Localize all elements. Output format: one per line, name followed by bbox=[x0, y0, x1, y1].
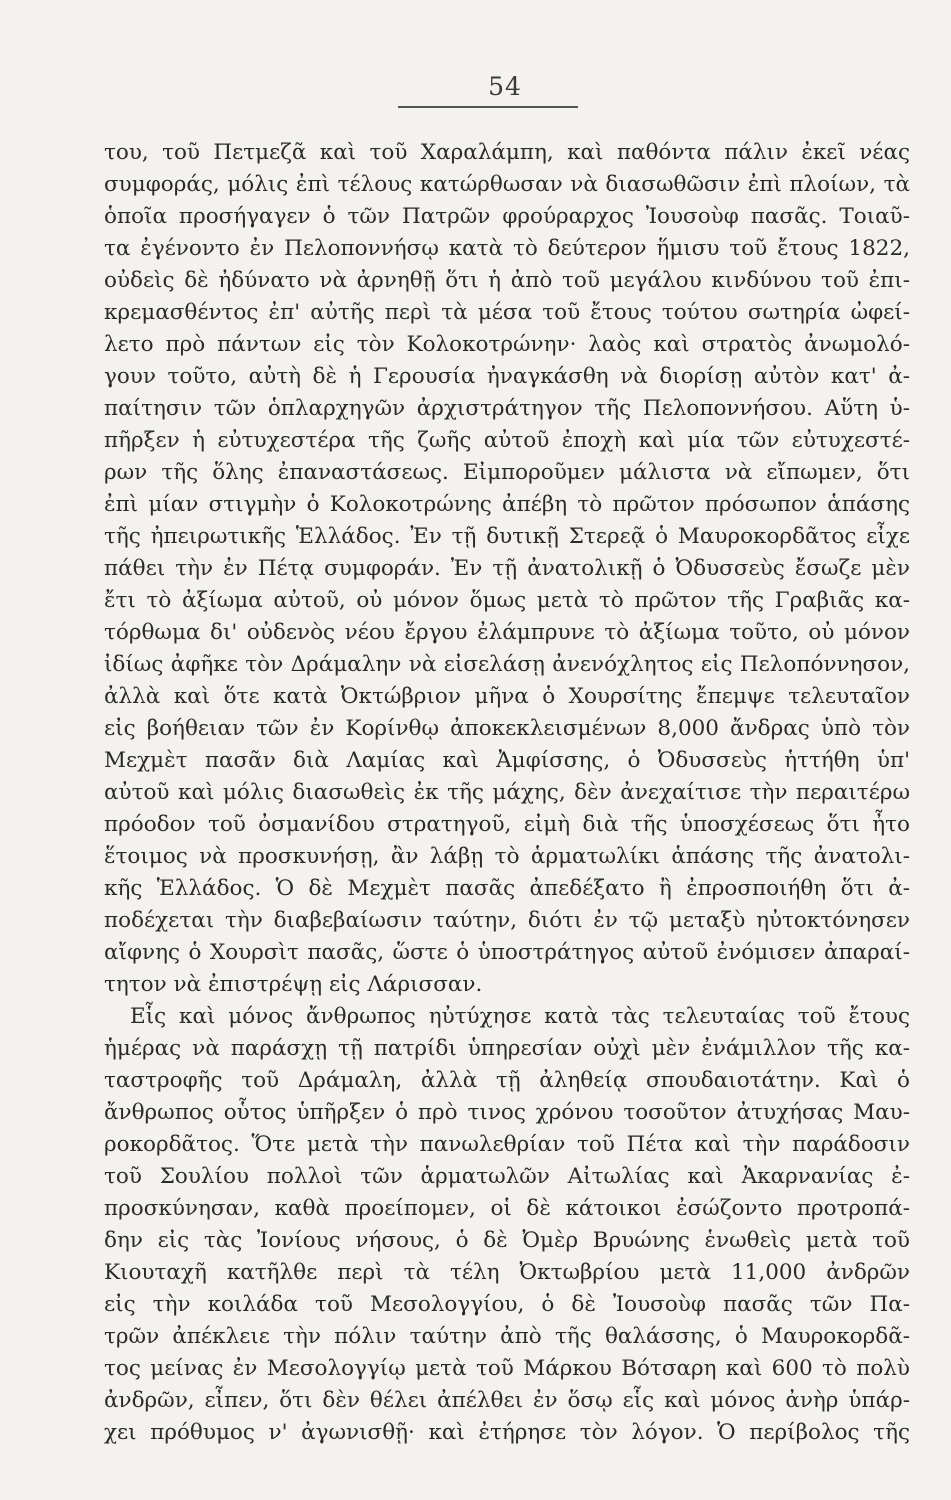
text-line: ἡμέρας νὰ παράσχῃ τῇ πατρίδι ὑπηρεσίαν οὐχὶ μὲν ἐνάμιλλον τῆς κα- bbox=[104, 1036, 910, 1061]
text-line: ποδέχεται τὴν διαβεβαίωσιν ταύτην, διότι ἐν τῷ μεταξὺ ηὐτοκτόνησεν bbox=[104, 908, 910, 933]
text-line: εἰς τὴν κοιλάδα τοῦ Μεσολογγίου, ὁ δὲ Ἰουσοὺφ πασᾶς τῶν Πα- bbox=[104, 1292, 910, 1317]
text-line: κῆς Ἑλλάδος. Ὁ δὲ Μεχμὲτ πασᾶς ἀπεδέξατο ἢ ἐπροσποιήθη ὅτι ἀ- bbox=[104, 876, 910, 901]
text-line: πῆρξεν ἡ εὐτυχεστέρα τῆς ζωῆς αὐτοῦ ἐποχὴ καὶ μία τῶν εὐτυχεστέ- bbox=[104, 428, 910, 453]
text-line: δην εἰς τὰς Ἰονίους νήσους, ὁ δὲ Ὀμὲρ Βρυώνης ἑνωθεὶς μετὰ τοῦ bbox=[104, 1228, 910, 1253]
text-line: τητον νὰ ἐπιστρέψῃ εἰς Λάρισσαν. bbox=[104, 972, 483, 997]
text-line: πάθει τὴν ἐν Πέτᾳ συμφοράν. Ἐν τῇ ἀνατολικῇ ὁ Ὀδυσσεὺς ἔσωζε μὲν bbox=[104, 556, 910, 581]
text-line: τοῦ Σουλίου πολλοὶ τῶν ἁρματωλῶν Αἰτωλίας καὶ Ἀκαρνανίας ἐ- bbox=[104, 1164, 910, 1189]
text-line: γουν τοῦτο, αὐτὴ δὲ ἡ Γερουσία ἠναγκάσθη νὰ διορίσῃ αὐτὸν κατ' ἀ- bbox=[104, 364, 910, 389]
text-line: Μεχμὲτ πασᾶν διὰ Λαμίας καὶ Ἀμφίσσης, ὁ Ὀδυσσεὺς ἡττήθη ὑπ' bbox=[104, 748, 910, 773]
text-line: ταστροφῆς τοῦ Δράμαλη, ἀλλὰ τῇ ἀληθείᾳ σπουδαιοτάτην. Καὶ ὁ bbox=[104, 1068, 910, 1093]
text-line: Εἷς καὶ μόνος ἄνθρωπος ηὐτύχησε κατὰ τὰς τελευταίας τοῦ ἔτους bbox=[130, 1004, 910, 1029]
body-text bbox=[104, 137, 910, 1449]
text-line: ἀλλὰ καὶ ὅτε κατὰ Ὀκτώβριον μῆνα ὁ Χουρσίτης ἔπεμψε τελευταῖον bbox=[104, 684, 910, 709]
text-line: τῆς ἠπειρωτικῆς Ἑλλάδος. Ἐν τῇ δυτικῇ Στερεᾷ ὁ Μαυροκορδᾶτος εἶχε bbox=[104, 524, 910, 549]
text-line: ἕτοιμος νὰ προσκυνήσῃ, ἂν λάβῃ τὸ ἁρματωλίκι ἁπάσης τῆς ἀνατολι- bbox=[104, 844, 910, 869]
text-line: αἴφνης ὁ Χουρσὶτ πασᾶς, ὥστε ὁ ὑποστράτηγος αὐτοῦ ἐνόμισεν ἀπαραί- bbox=[104, 940, 910, 965]
text-line: συμφοράς, μόλις ἐπὶ τέλους κατώρθωσαν νὰ διασωθῶσιν ἐπὶ πλοίων, τὰ bbox=[104, 172, 910, 197]
text-line: ἀνδρῶν, εἶπεν, ὅτι δὲν θέλει ἀπέλθει ἐν ὅσῳ εἷς καὶ μόνος ἀνὴρ ὑπάρ- bbox=[104, 1388, 910, 1413]
text-line: ἔτι τὸ ἀξίωμα αὐτοῦ, οὐ μόνον ὅμως μετὰ τὸ πρῶτον τῆς Γραβιᾶς κα- bbox=[104, 588, 910, 613]
text-line: εἰς βοήθειαν τῶν ἐν Κορίνθῳ ἀποκεκλεισμένων 8,000 ἄνδρας ὑπὸ τὸν bbox=[104, 716, 910, 741]
text-line: ἰδίως ἀφῆκε τὸν Δράμαλην νὰ εἰσελάσῃ ἀνενόχλητος εἰς Πελοπόννησον, bbox=[104, 652, 910, 677]
text-line: αὐτοῦ καὶ μόλις διασωθεὶς ἐκ τῆς μάχης, δὲν ἀνεχαίτισε τὴν περαιτέρω bbox=[104, 780, 910, 805]
text-line: τόρθωμα δι' οὐδενὸς νέου ἔργου ἐλάμπρυνε τὸ ἀξίωμα τοῦτο, οὐ μόνον bbox=[104, 620, 910, 645]
text-line: τα ἐγένοντο ἐν Πελοποννήσῳ κατὰ τὸ δεύτερον ἥμισυ τοῦ ἔτους 1822, bbox=[104, 236, 910, 261]
text-line: τρῶν ἀπέκλειε τὴν πόλιν ταύτην ἀπὸ τῆς θαλάσσης, ὁ Μαυροκορδᾶ- bbox=[104, 1324, 910, 1349]
text-line: Κιουταχῆ κατῆλθε περὶ τὰ τέλη Ὀκτωβρίου μετὰ 11,000 ἀνδρῶν bbox=[104, 1260, 910, 1285]
text-line: ρων τῆς ὅλης ἐπαναστάσεως. Εἰμποροῦμεν μάλιστα νὰ εἴπωμεν, ὅτι bbox=[104, 460, 910, 485]
text-line: ἄνθρωπος οὗτος ὑπῆρξεν ὁ πρὸ τινος χρόνου τοσοῦτον ἀτυχήσας Μαυ- bbox=[104, 1100, 910, 1125]
text-line: τος μείνας ἐν Μεσολογγίῳ μετὰ τοῦ Μάρκου Βότσαρη καὶ 600 τὸ πολὺ bbox=[104, 1356, 910, 1381]
text-line: προσκύνησαν, καθὰ προείπομεν, οἱ δὲ κάτοικοι ἐσώζοντο προτροπά- bbox=[104, 1196, 910, 1221]
text-line: ροκορδᾶτος. Ὅτε μετὰ τὴν πανωλεθρίαν τοῦ Πέτα καὶ τὴν παράδοσιν bbox=[104, 1132, 910, 1157]
text-line: παίτησιν τῶν ὁπλαρχηγῶν ἀρχιστράτηγον τῆς Πελοποννήσου. Αὕτη ὑ- bbox=[104, 396, 910, 421]
text-line: λετο πρὸ πάντων εἰς τὸν Κολοκοτρώνην· λαὸς καὶ στρατὸς ἀνωμολό- bbox=[104, 332, 910, 357]
text-line: οὐδεὶς δὲ ἠδύνατο νὰ ἀρνηθῇ ὅτι ἡ ἀπὸ τοῦ μεγάλου κινδύνου τοῦ ἐπι- bbox=[104, 268, 910, 293]
text-line: πρόοδον τοῦ ὀσμανίδου στρατηγοῦ, εἰμὴ διὰ τῆς ὑποσχέσεως ὅτι ἦτο bbox=[104, 812, 910, 837]
text-line: ἐπὶ μίαν στιγμὴν ὁ Κολοκοτρώνης ἀπέβη τὸ πρῶτον πρόσωπον ἁπάσης bbox=[104, 492, 910, 517]
text-line: κρεμασθέντος ἐπ' αὐτῆς περὶ τὰ μέσα τοῦ ἔτους τούτου σωτηρία ὠφεί- bbox=[104, 300, 910, 325]
text-line: του, τοῦ Πετμεζᾶ καὶ τοῦ Χαραλάμπη, καὶ παθόντα πάλιν ἐκεῖ νέας bbox=[104, 140, 910, 165]
text-line: χει πρόθυμος ν' ἀγωνισθῇ· καὶ ἐτήρησε τὸν λόγον. Ὁ περίβολος τῆς bbox=[104, 1420, 910, 1445]
text-line: ὁποῖα προσήγαγεν ὁ τῶν Πατρῶν φρούραρχος Ἰουσοὺφ πασᾶς. Τοιαῦ- bbox=[104, 204, 910, 229]
header-rule bbox=[398, 106, 578, 108]
page-number: 54 bbox=[488, 72, 522, 101]
